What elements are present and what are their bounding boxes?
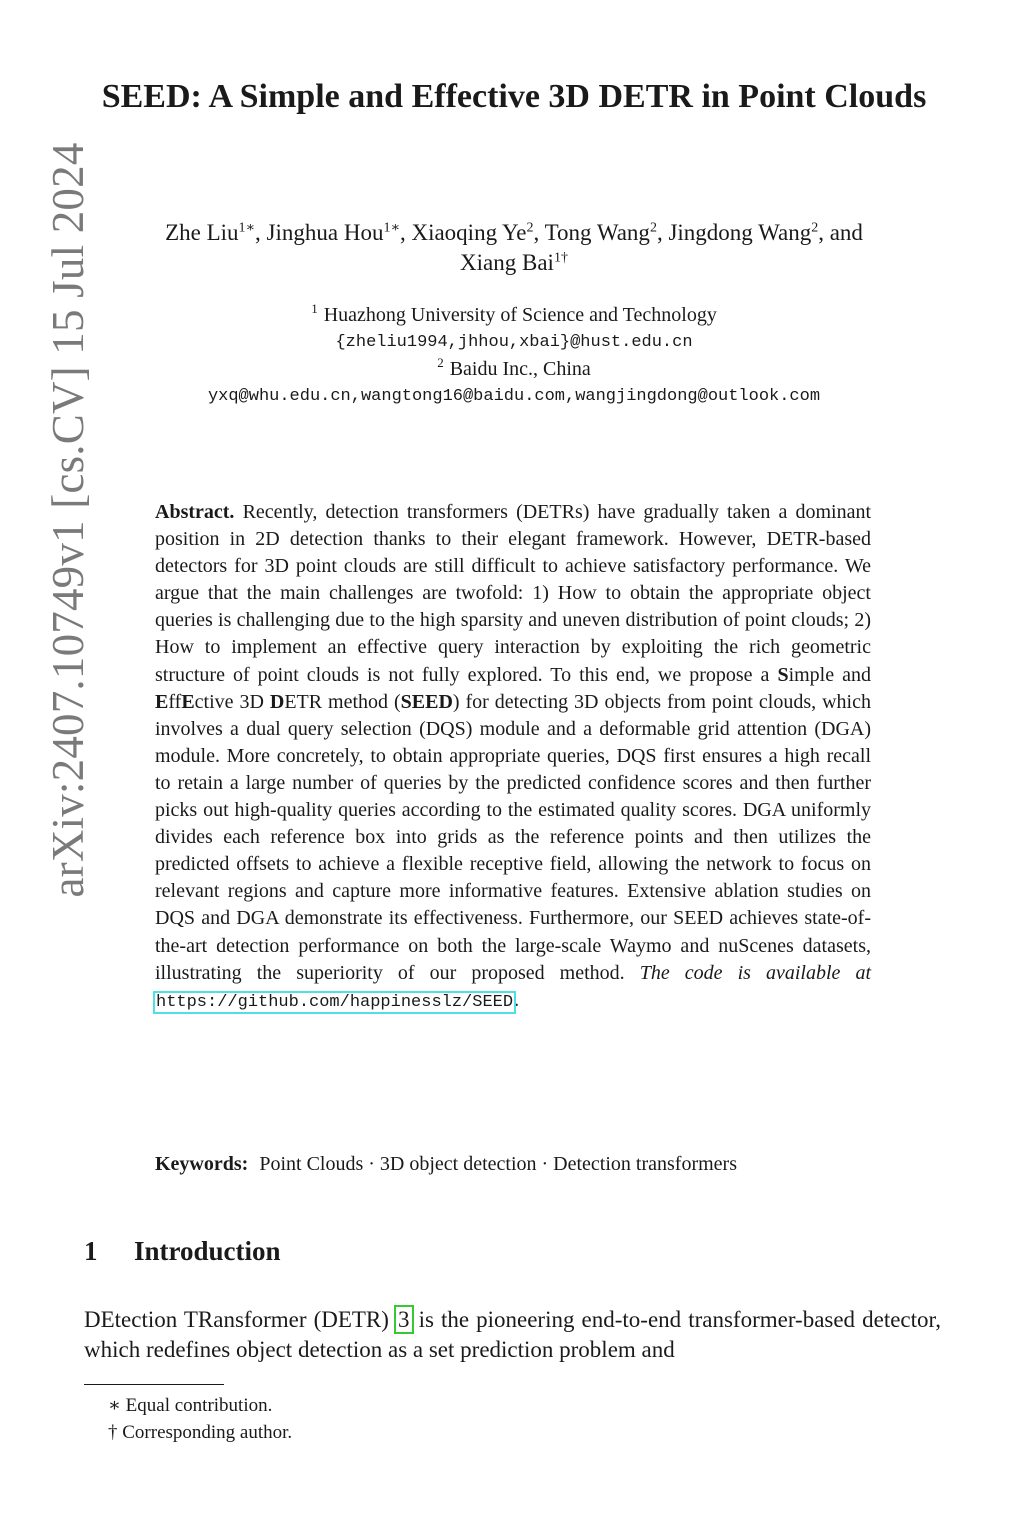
footnote: ∗ Equal contribution. [108, 1395, 273, 1416]
affiliation-number: 2 [437, 355, 444, 371]
author-name: Zhe Liu [165, 220, 239, 245]
author-mark: 1† [553, 250, 568, 266]
affiliation-name: Baidu Inc., China [449, 358, 591, 380]
code-repository-link[interactable]: https://github.com/happinesslz/SEED [156, 992, 514, 1012]
author-mark: 1∗ [383, 220, 400, 236]
author-mark: 1∗ [238, 220, 256, 236]
paper-title: SEED: A Simple and Effective 3D DETR in Point Clouds [101, 78, 927, 115]
affiliation-block [84, 302, 944, 410]
author-mark: 2 [649, 220, 657, 236]
section-number: 1 [84, 1236, 98, 1266]
author-list: Zhe Liu$^{1∗}$, Jinghua Hou$^{1∗}$, Xiaoqing Ye$^2$, Tong Wang$^2$, Jingdong Wang$^2$, and Xiang Bai$^{1\dagger}$ [165, 220, 863, 275]
author-name: Jingdong Wang [668, 220, 812, 245]
section-heading [84, 1233, 944, 1269]
affiliation-name: Huazhong University of Science and Technology [323, 304, 717, 326]
affiliation-line [84, 302, 944, 329]
affiliation-emails: {zheliu1994,jhhou,xbai}@hust.edu.cn [335, 333, 693, 352]
keywords [155, 1151, 871, 1178]
author-name: Tong Wang [544, 220, 650, 245]
abstract [155, 499, 871, 1016]
section-title: Introduction [134, 1236, 281, 1266]
abstract-period: . [514, 988, 520, 1011]
abstract-text: ff [168, 690, 182, 713]
footnote: † Corresponding author. [108, 1422, 293, 1443]
citation-link[interactable]: 3 [398, 1307, 410, 1332]
abstract-text: Recently, detection transformers (DETRs) have gradually taken a dominant position in 2D detection thanks to their elegant framework. However, DETR-based detectors for 3D point clouds are still difficult to achieve satisfactory performance. We argue that the main challenges are twofold: 1) How to obtain the appropriate object queries is challenging due to the high sparsity and uneven distribution of point clouds; 2) How to implement an effective query interaction by exploiting the rich geometric structure of point clouds is not fully explored. To this end, we propose a [155, 501, 872, 686]
author-name: Xiang Bai [460, 250, 554, 275]
intro-paragraph [84, 1305, 941, 1365]
footnote-divider [84, 1384, 224, 1385]
intro-text: is the pioneering end-to-end transformer-based detector, which redefines object detection as a set prediction problem and [84, 1307, 942, 1362]
affiliation-number: 1 [311, 301, 318, 317]
abstract-label: Abstract. [155, 501, 235, 523]
abstract-text: ctive 3D [194, 690, 270, 713]
author-name: Xiaoqing Ye [411, 220, 527, 245]
abstract-text: ETR method ( [284, 690, 401, 713]
author-conjunction: and [829, 220, 863, 245]
affiliation-emails: yxq@whu.edu.cn,wangtong16@baidu.com,wangjingdong@outlook.com [207, 387, 821, 406]
abstract-text: ) for detecting 3D objects from point clouds, which involves a dual query selection (DQS) module and a deformable grid attention (DGA) module. More concretely, to obtain appropriate queries, DQS first ensures a high recall to retain a large number of queries by the predicted confidence scores and then further picks out high-quality queries according to the estimated quality scores. DGA uniformly divides each reference box into grids as the reference points and then utilizes the predicted offsets to achieve a flexible receptive field, allowing the network to focus on relevant regions and capture more informative features. Extensive ablation studies on DQS and DGA demonstrate its effectiveness. Furthermore, our SEED achieves state-of-the-art detection performance on both the large-scale Waymo and nuScenes datasets, illustrating the superiority of our proposed method. [155, 690, 871, 984]
affiliation-line [84, 356, 944, 383]
acronym-letter: E [181, 690, 195, 713]
acronym-letter: E [155, 690, 169, 713]
intro-text: DEtection TRansformer (DETR) [84, 1307, 389, 1332]
acronym-letter: D [269, 690, 285, 713]
author-mark: 2 [526, 220, 534, 236]
footnotes [108, 1392, 808, 1446]
abstract-text: imple and [788, 663, 871, 686]
arxiv-identifier-stamp: arXiv:2407.10749v1 [cs.CV] 15 Jul 2024 [43, 142, 93, 898]
keywords-text: Point Clouds · 3D object detection · Detection transformers [259, 1153, 737, 1175]
author-mark: 2 [811, 220, 819, 236]
keywords-label: Keywords: [155, 1153, 249, 1175]
author-name: Jinghua Hou [266, 220, 384, 245]
method-name: SEED [400, 690, 453, 713]
acronym-letter: S [777, 663, 789, 686]
code-availability-note: The code is available at [639, 961, 872, 984]
